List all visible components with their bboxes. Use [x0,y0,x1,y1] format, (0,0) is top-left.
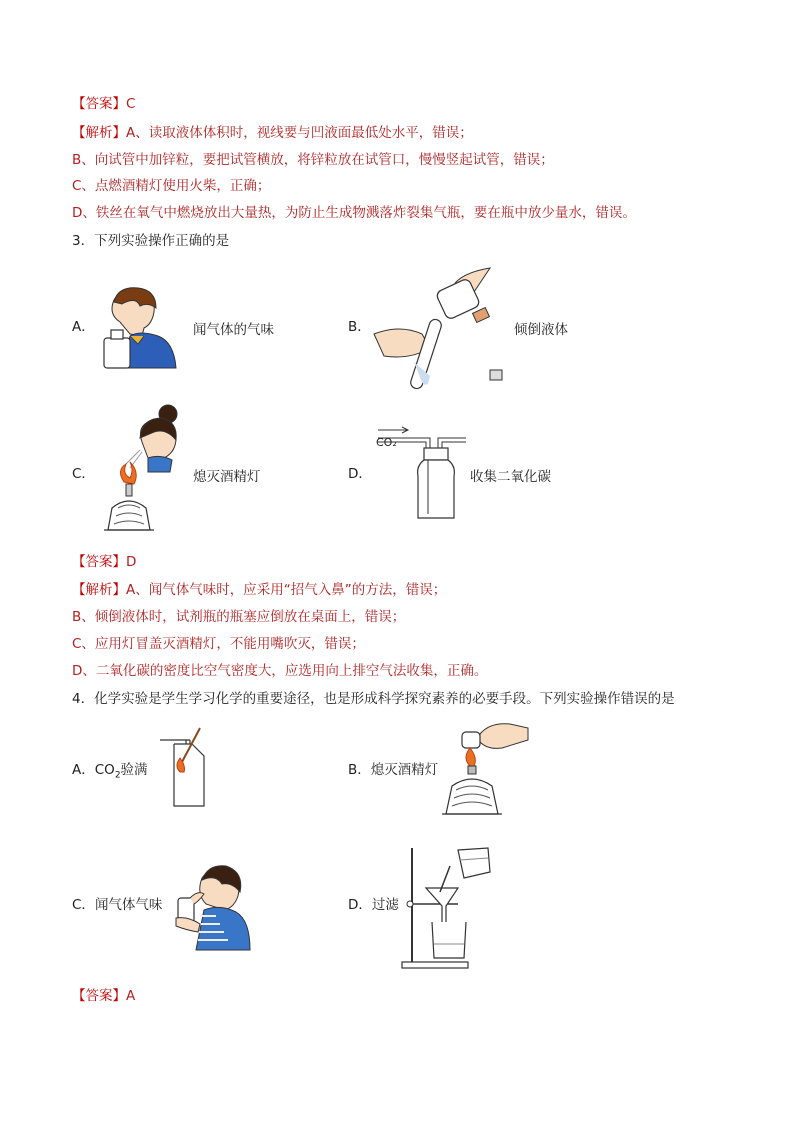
q3-b-caption: 倾倒液体 [514,322,568,338]
q3-option-b-letter: B． [348,319,371,335]
q3-analysis-line-1: 【解析】A、闻气体气味时，应采用“招气入鼻”的方法，错误； [72,582,447,598]
prev-analysis-line-1: 【解析】A、读取液体体积时，视线要与凹液面最低处水平，错误； [72,125,473,141]
q4-option-c: C．闻气体气味 [72,897,163,913]
q3-answer: 【答案】D [72,554,137,570]
q4-answer: 【答案】A [72,988,136,1004]
q3-analysis-line-3: C、应用灯冒盖灭酒精灯，不能用嘴吹灭，错误； [72,636,365,652]
q4-option-a: A．$CO_2$验满 [72,762,148,781]
q3-analysis-line-4: D、二氧化碳的密度比空气密度大，应选用向上排空气法收集，正确。 [72,663,488,679]
q4-a-bottle-figure [156,726,216,810]
q4-d-filtration-figure [398,844,498,970]
prev-analysis-line-2: B、向试管中加锌粒，要把试管横放，将锌粒放在试管口，慢慢竖起试管，错误； [72,152,554,168]
q3-analysis-line-2: B、倾倒液体时，试剂瓶的瓶塞应倒放在桌面上，错误； [72,609,406,625]
q4-option-d: D．过滤 [348,897,399,913]
prev-analysis-line-3: C、点燃酒精灯使用火柴，正确； [72,178,271,194]
q3-stem: 3．下列实验操作正确的是 [72,233,230,249]
q3-d-co2-label: CO₂ [376,436,397,449]
q3-c-caption: 熄灭酒精灯 [193,469,261,485]
q3-d-caption: 收集二氧化碳 [470,469,551,485]
q4-c-smell-gas-figure [170,858,252,952]
prev-answer: 【答案】C [72,96,136,112]
q3-c-blow-lamp-figure [104,402,194,538]
q3-b-pour-liquid-figure [370,264,510,390]
q3-d-gas-bottle-figure [372,426,472,522]
q4-option-b: B．熄灭酒精灯 [348,762,439,778]
q3-option-a-letter: A． [72,319,95,335]
q3-option-d-letter: D． [348,466,372,482]
prev-analysis-line-4: D、铁丝在氧气中燃烧放出大量热，为防止生成物溅落炸裂集气瓶，要在瓶中放少量水，错误。 [72,205,636,221]
q3-option-c-letter: C． [72,466,95,482]
q3-a-smell-gas-figure [100,284,180,372]
q4-b-lamp-cap-figure [440,720,530,818]
q3-a-caption: 闻气体的气味 [193,322,274,338]
q4-stem: 4．化学实验是学生学习化学的重要途径，也是形成科学探究素养的必要手段。下列实验操作错误的是 [72,691,675,707]
